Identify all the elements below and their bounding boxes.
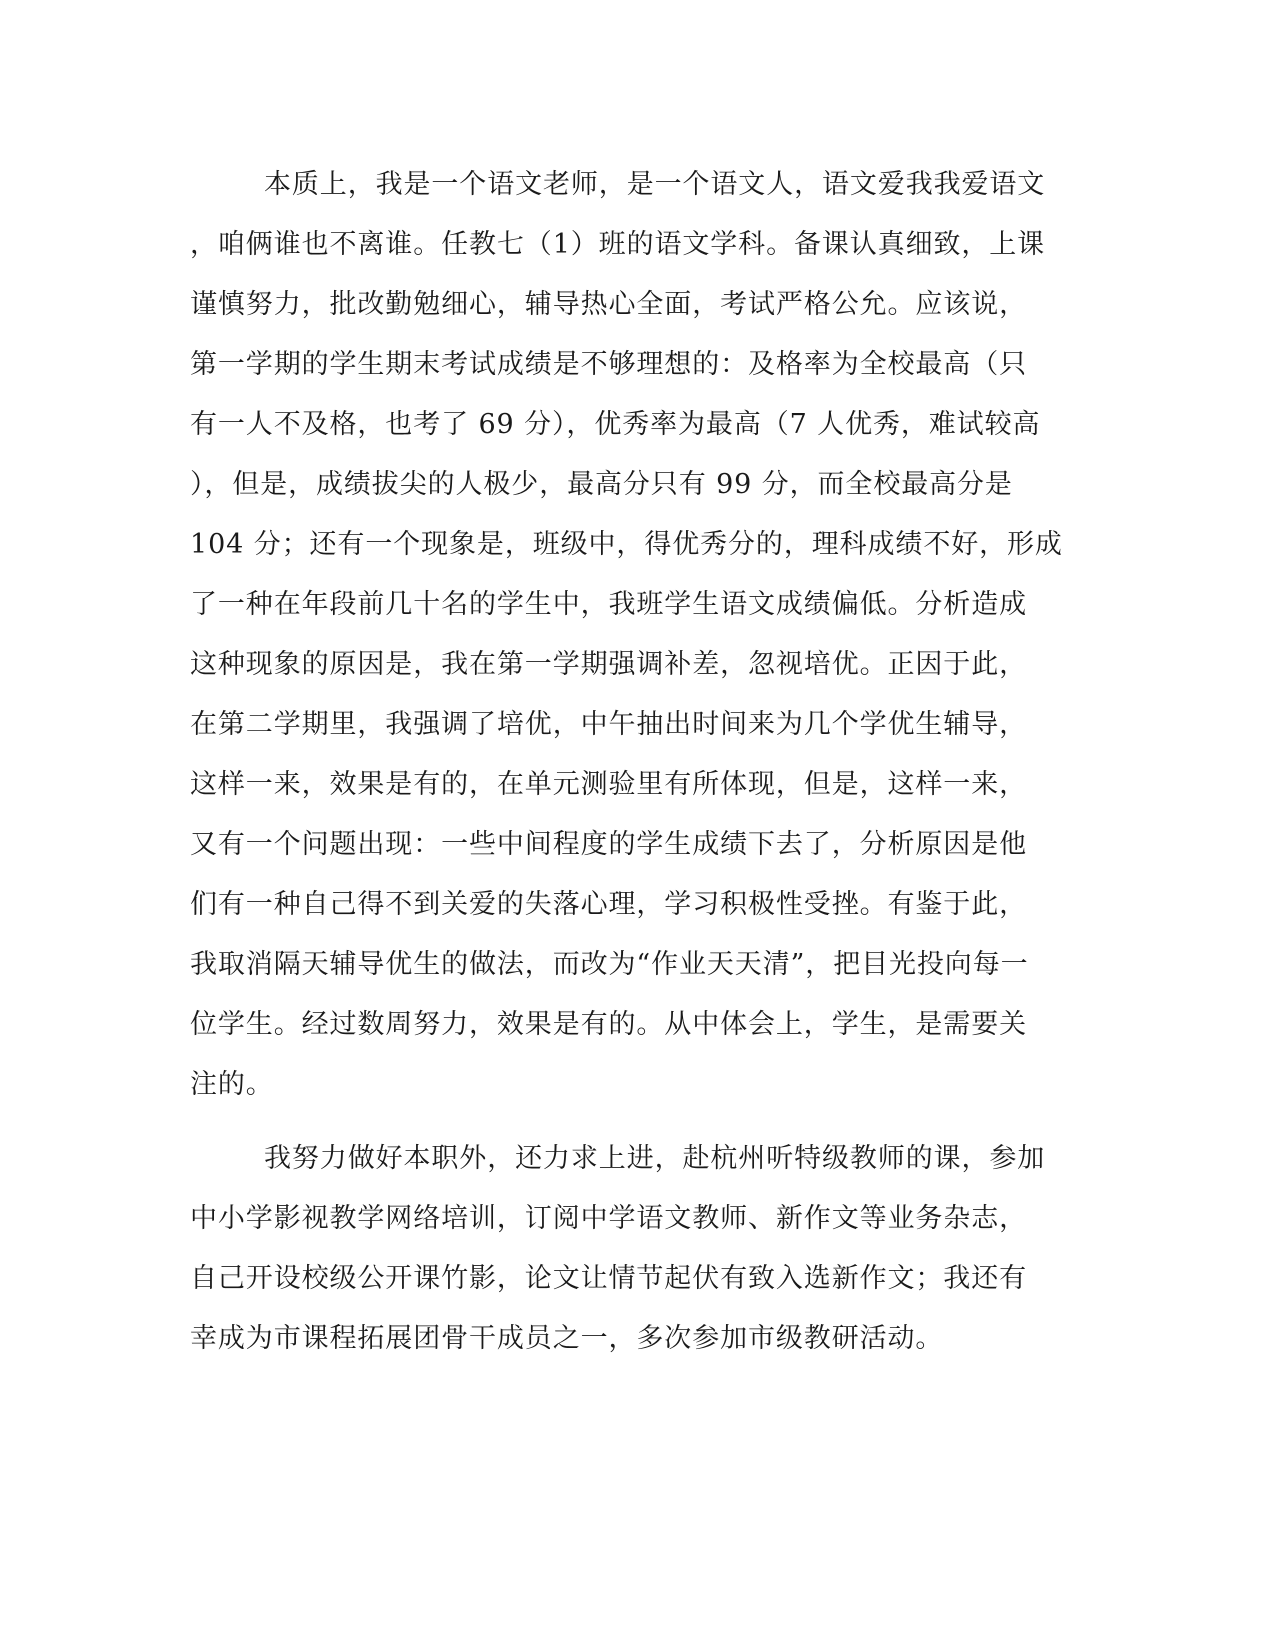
paragraph-1 (190, 166, 1090, 1126)
paragraph-line: 有一人不及格，也考了 69 分），优秀率为最高（7 人优秀，难试较高 (190, 409, 1041, 440)
paragraph-line: ），但是，成绩拔尖的人极少，最高分只有 99 分，而全校最高分是 (190, 469, 1013, 500)
paragraph-line: 位学生。经过数周努力，效果是有的。从中体会上，学生，是需要关 (190, 1009, 1027, 1040)
paragraph-line: 谨慎努力，批改勤勉细心，辅导热心全面，考试严格公允。应该说， (190, 289, 1027, 320)
paragraph-line: 这样一来，效果是有的，在单元测验里有所体现，但是，这样一来， (190, 769, 1027, 800)
document-body (190, 166, 1090, 1380)
paragraph-line: 104 分；还有一个现象是，班级中，得优秀分的，理科成绩不好，形成 (190, 529, 1063, 560)
paragraph-line: 注的。 (190, 1069, 274, 1100)
paragraph-line: 第一学期的学生期末考试成绩是不够理想的：及格率为全校最高（只 (190, 349, 1027, 380)
paragraph-line: 了一种在年段前几十名的学生中，我班学生语文成绩偏低。分析造成 (190, 589, 1027, 620)
paragraph-line: 们有一种自己得不到关爱的失落心理，学习积极性受挫。有鉴于此， (190, 889, 1027, 920)
paragraph-line: 在第二学期里，我强调了培优，中午抽出时间来为几个学优生辅导， (190, 709, 1027, 740)
paragraph-line: 中小学影视教学网络培训，订阅中学语文教师、新作文等业务杂志， (190, 1203, 1027, 1234)
paragraph-line: 又有一个问题出现：一些中间程度的学生成绩下去了，分析原因是他 (190, 829, 1027, 860)
paragraph-2 (190, 1140, 1090, 1380)
paragraph-spacer (190, 1126, 1090, 1140)
paragraph-line: 我努力做好本职外，还力求上进，赴杭州听特级教师的课，参加 (264, 1143, 1046, 1174)
paragraph-line: 本质上，我是一个语文老师，是一个语文人，语文爱我我爱语文 (264, 169, 1046, 200)
paragraph-line: 这种现象的原因是，我在第一学期强调补差，忽视培优。正因于此， (190, 649, 1027, 680)
paragraph-line: 我取消隔天辅导优生的做法，而改为“作业天天清”，把目光投向每一 (190, 949, 1029, 980)
paragraph-line: ，咱俩谁也不离谁。任教七（1）班的语文学科。备课认真细致，上课 (190, 229, 1046, 260)
paragraph-line: 自己开设校级公开课竹影，论文让情节起伏有致入选新作文；我还有 (190, 1263, 1027, 1294)
paragraph-line: 幸成为市课程拓展团骨干成员之一，多次参加市级教研活动。 (190, 1323, 944, 1354)
